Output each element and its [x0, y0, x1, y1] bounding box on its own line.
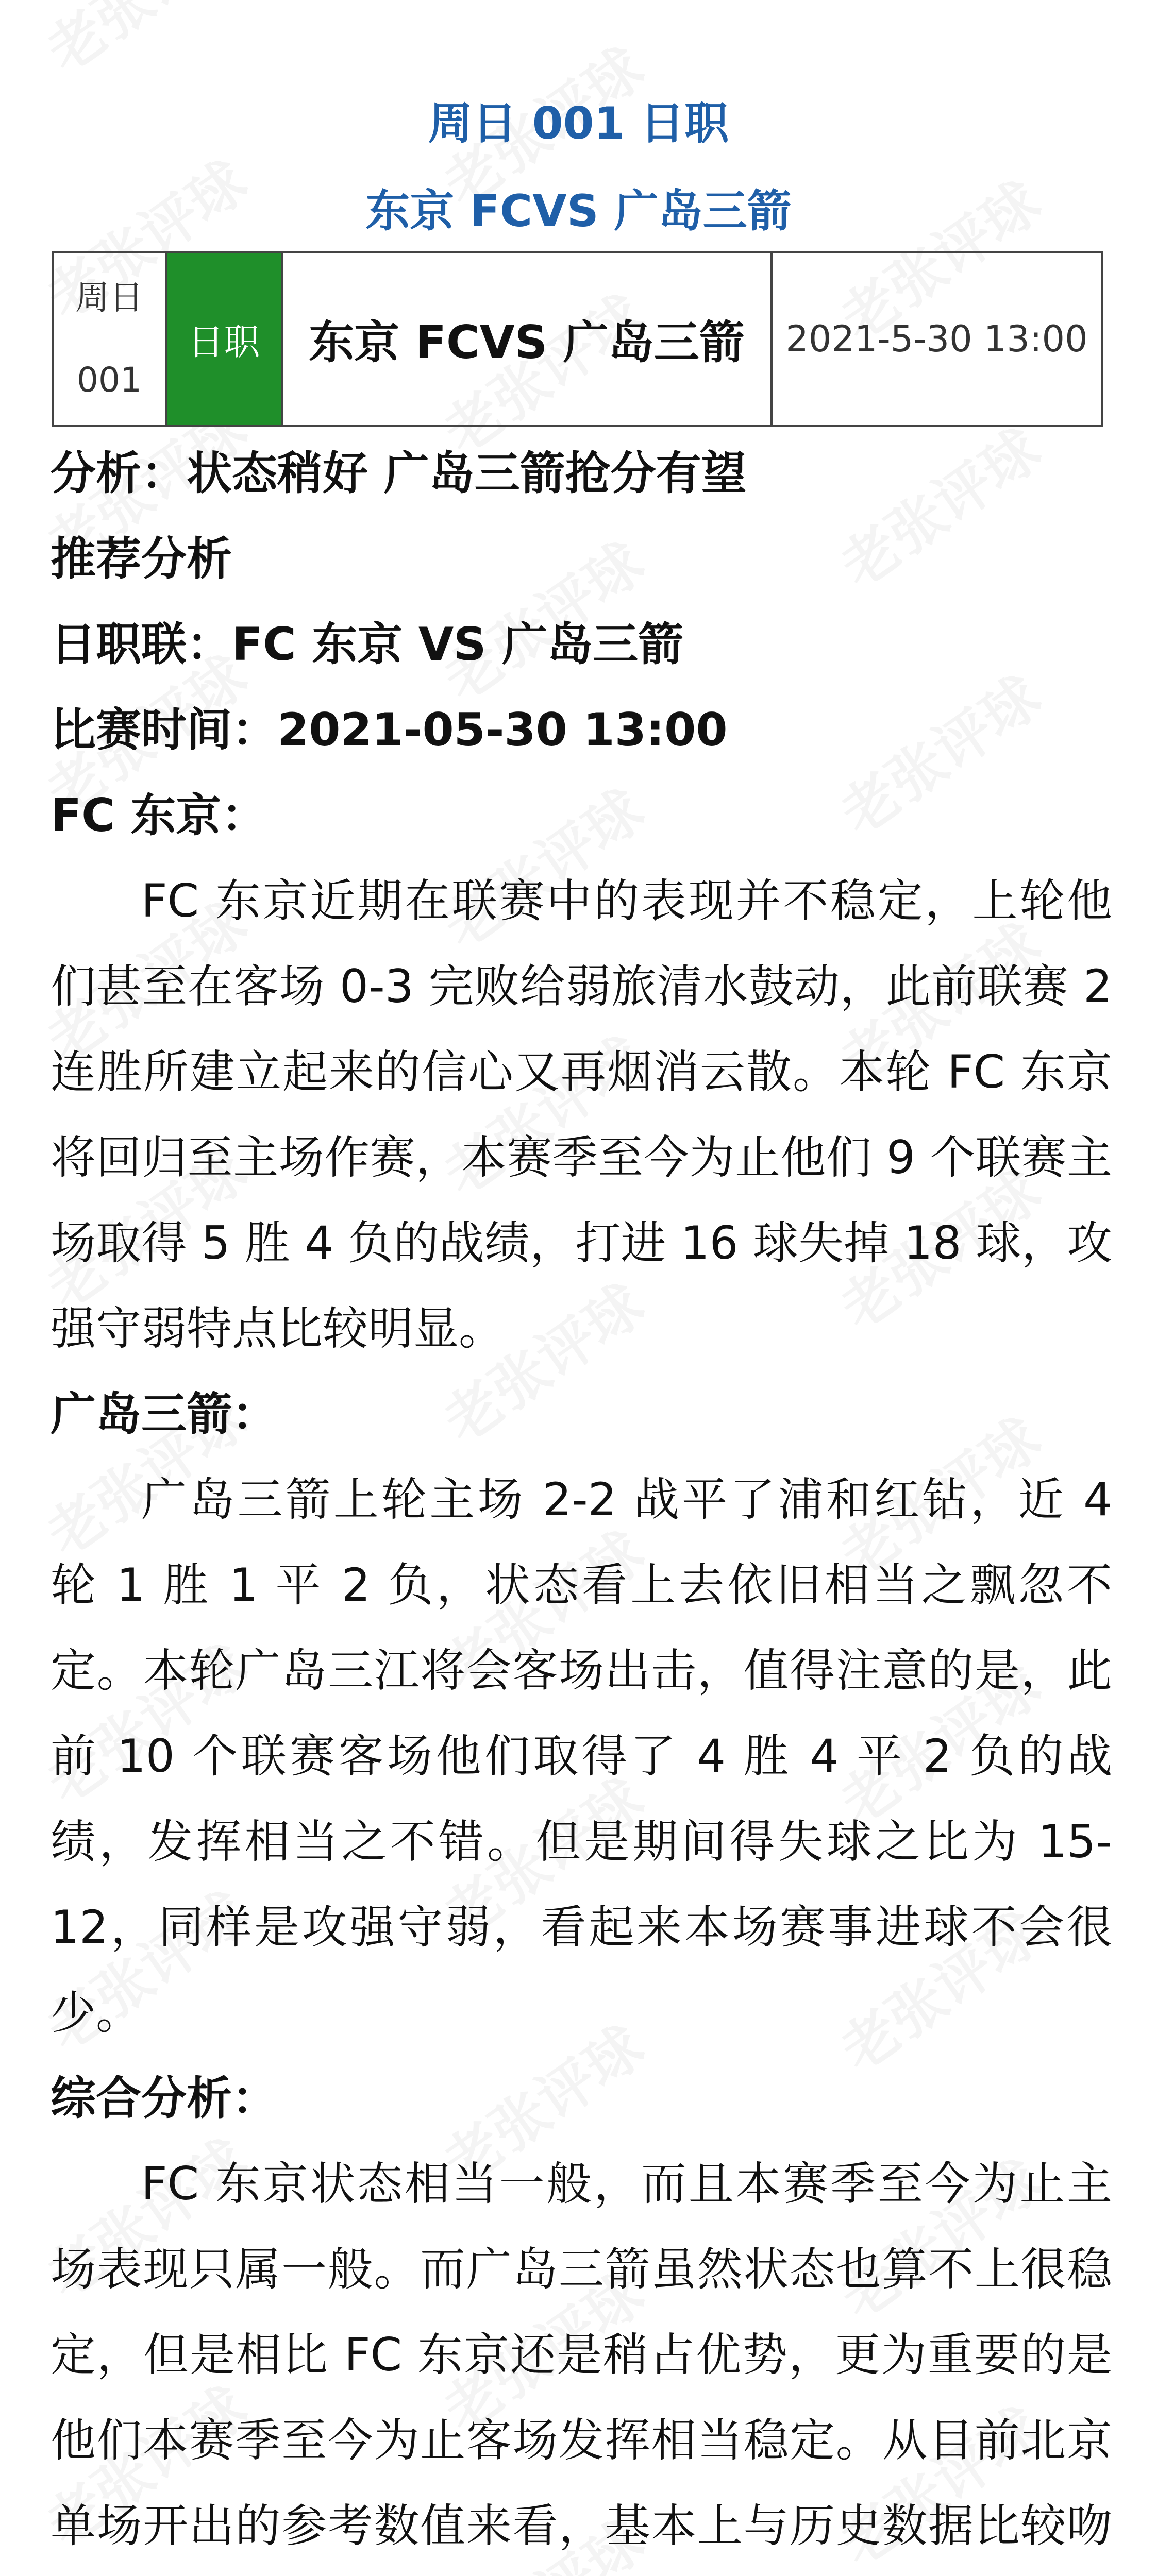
time-line: 比赛时间：2021-05-30 13:00 — [51, 703, 728, 756]
league-badge: 日职 — [167, 253, 283, 425]
round-day: 周日 — [75, 278, 143, 317]
match-datetime: 2021-5-30 13:00 — [785, 318, 1088, 360]
summary-paragraph: FC 东京状态相当一般，而且本赛季至今为止主场表现只属一般。而广岛三箭虽然状态也算不上很稳定，但是相比 FC 东京还是稍占优势，更为重要的是他们本赛季至今为止客场发挥相当稳定。从目前北京单场开出的参考数值来看，基本上与历史数据比较吻 — [51, 2157, 1112, 2552]
recommend-heading: 推荐分析 — [51, 532, 232, 585]
round-number: 001 — [77, 360, 142, 400]
round-cell — [54, 253, 167, 425]
league-line: 日职联：FC 东京 VS 广岛三箭 — [51, 618, 684, 671]
team1-paragraph: FC 东京近期在联赛中的表现并不稳定，上轮他们甚至在客场 0-3 完败给弱旅清水鼓动，此前联赛 2 连胜所建立起来的信心又再烟消云散。本轮 FC 东京将回归至主场作赛，本赛季至今为止他们 9 个联赛主场取得 5 胜 4 负的战绩，打进 16 球失掉 18 球，攻强守弱特点比较明显。 — [51, 874, 1112, 1355]
page-subtitle: 东京 FCVS 广岛三箭 — [365, 185, 792, 237]
watermark-text — [28, 0, 260, 88]
analysis-headline: 分析：状态稍好 广岛三箭抢分有望 — [51, 447, 747, 500]
match-info-table — [52, 251, 1103, 427]
summary-heading: 综合分析： — [51, 2072, 278, 2125]
article-body — [51, 431, 1112, 2576]
team2-paragraph: 广岛三箭上轮主场 2-2 战平了浦和红钻，近 4 轮 1 胜 1 平 2 负，状态看上去依旧相当之飘忽不定。本轮广岛三江将会客场出击，值得注意的是，此前 10 个联赛客场他们取得了 4 胜 4 平 2 负的战绩，发挥相当之不错。但是期间得失球之比为 15-12，同样是攻强守弱，看起来本场赛事进球不会很少。 — [51, 1473, 1112, 2039]
match-teams: 东京 FCVS 广岛三箭 — [283, 253, 773, 425]
page-title: 周日 001 日职 — [428, 98, 729, 149]
team1-heading: FC 东京： — [51, 789, 267, 842]
team2-heading: 广岛三箭： — [51, 1387, 278, 1440]
